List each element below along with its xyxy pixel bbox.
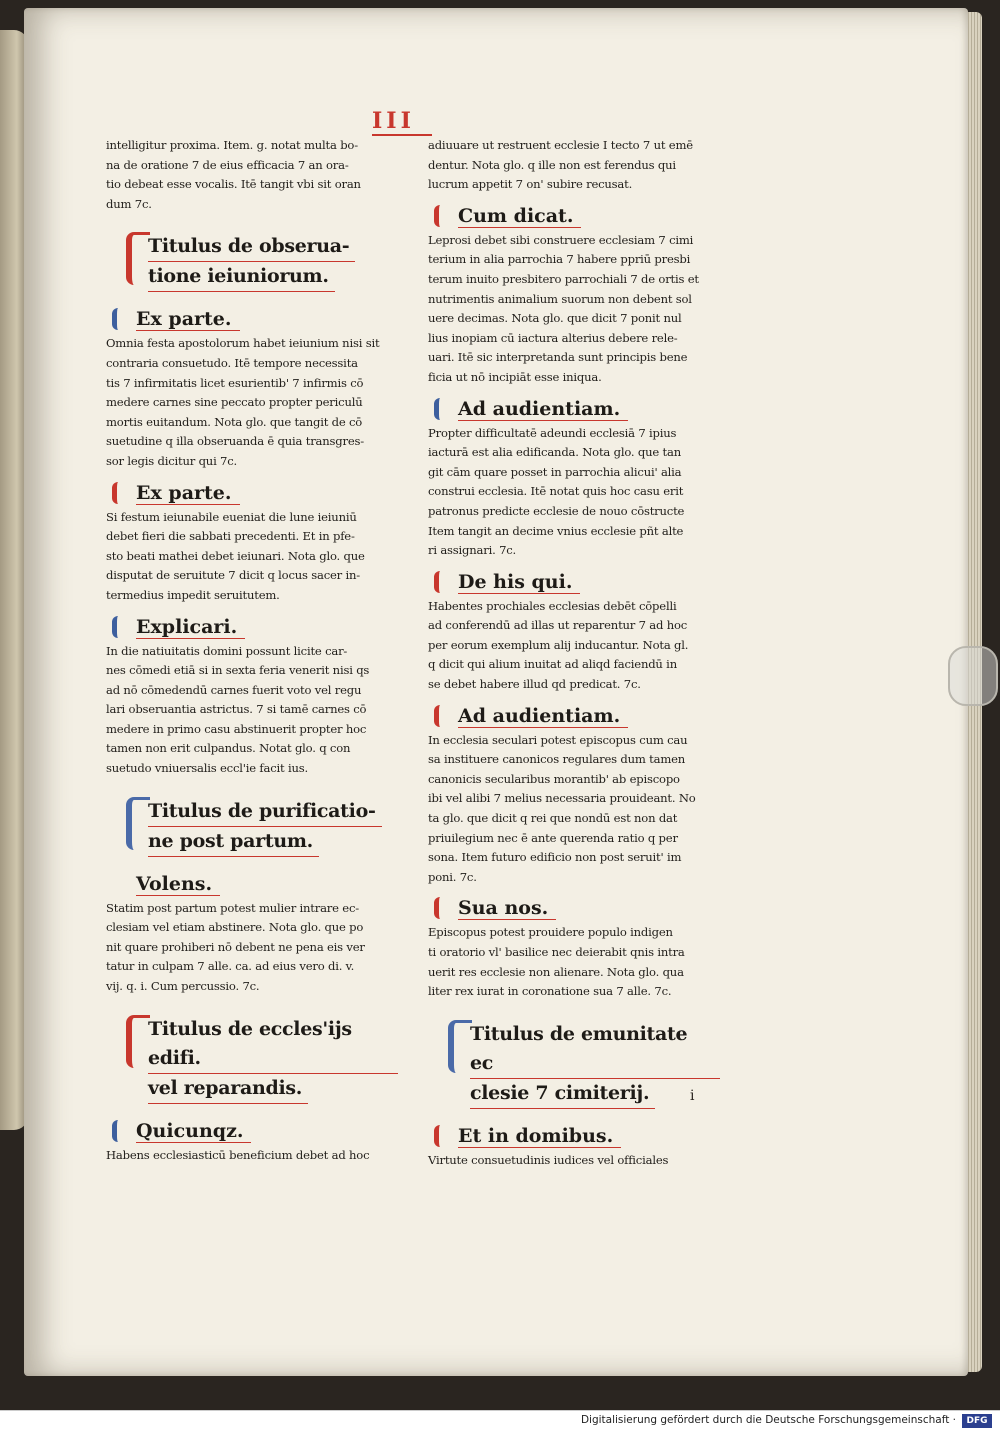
text-line: ibi vel alibi 7 melius necessaria prouideant. No: [428, 791, 696, 806]
section-title-line: Titulus de emunitate ec: [470, 1020, 720, 1079]
footer-bar: [0, 1410, 1000, 1432]
section-title: [428, 1020, 720, 1109]
decorated-initial-icon: [448, 1020, 472, 1073]
text-line: uere decimas. Nota glo. que dicit 7 ponit nul: [428, 311, 682, 326]
text-line: nes cōmedi etiā si in sexta feria venerit nisi qs: [106, 663, 370, 678]
section-title: [106, 797, 398, 857]
paragraph-mark-icon: [112, 308, 131, 330]
text-line: construi ecclesia. Itē notat quis hoc casu erit: [428, 484, 684, 499]
section-title-line: Titulus de purificatio-: [148, 797, 382, 827]
foliation-number: III: [372, 108, 432, 136]
rubric-label: Sua nos.: [458, 897, 556, 920]
text-line: Virtute consuetudinis iudices vel officiales: [428, 1152, 669, 1167]
text-line: In die natiuitatis domini possunt licite car-: [106, 643, 348, 658]
text-line: medere in primo casu abstinuerit propter hoc: [106, 721, 367, 736]
text-line: Episcopus potest prouidere populo indigen: [428, 925, 673, 940]
text-line: uari. Itē sic interpretanda sunt principis bene: [428, 350, 688, 365]
text-line: mortis euitandum. Nota glo. que tangit de cō: [106, 414, 363, 429]
text-line: per eorum exemplum alij inducantur. Nota gl.: [428, 637, 689, 652]
text-line: ti oratorio vl' basilice nec deierabit qnis intra: [428, 945, 685, 959]
text-line: tatur in culpam 7 alle. ca. ad eius vero di. v.: [106, 959, 355, 974]
paragraph-mark-icon: [434, 705, 453, 727]
text-line: tio debeat esse vocalis. Itē tangit vbi sit oran: [106, 177, 361, 192]
section-title-line: Titulus de eccles'ijs edifi.: [148, 1015, 398, 1074]
section-title: [106, 1015, 398, 1104]
paragraph-mark-icon: [112, 616, 131, 638]
text-line: Si festum ieiunabile eueniat die lune ieiuniū: [106, 509, 357, 524]
rubric-heading: [428, 569, 720, 595]
text-line: vij. q. i. Cum percussio. 7c.: [106, 979, 260, 994]
text-line: se debet habere illud qd predicat. 7c.: [428, 677, 641, 692]
decorated-initial-icon: [126, 1015, 150, 1068]
rubric-label: De his qui.: [458, 571, 580, 594]
text-line: Propter difficultatē adeundi ecclesiā 7 ipius: [428, 425, 677, 440]
text-line: ri assignari. 7c.: [428, 543, 517, 558]
paragraph-mark-icon: [434, 897, 453, 919]
rubric-label: Volens.: [136, 873, 220, 896]
text-line: debet fieri die sabbati precedenti. Et in pfe-: [106, 529, 355, 544]
rubric-label: Ex parte.: [136, 482, 240, 505]
text-line: Leprosi debet sibi construere ecclesiam 7 cimi: [428, 232, 694, 247]
section-title: [106, 232, 398, 292]
text-line: priuilegium nec ē ante querenda ratio q per: [428, 830, 678, 845]
section-title-line: Titulus de obserua-: [148, 232, 355, 262]
rubric-label: Et in domibus.: [458, 1125, 621, 1148]
text-line: patronus predicte ecclesie de nouo cōstructe: [428, 503, 685, 518]
text-line: sona. Item futuro edificio non post seruit' im: [428, 850, 682, 865]
text-line: ta glo. que dicit q rei que nondū est non dat: [428, 811, 678, 826]
text-line: iacturā est alia edificanda. Nota glo. que tan: [428, 445, 681, 460]
text-line: ad nō cōmedendū carnes fuerit voto vel regu: [106, 682, 362, 697]
text-line: Habens ecclesiasticū beneficium debet ad hoc: [106, 1147, 370, 1162]
text-line: git cām quare posset in parrochia alicui' alia: [428, 464, 682, 479]
text-line: liter rex iurat in coronatione sua 7 alle. 7c.: [428, 984, 672, 999]
text-line: sor legis dicitur qui 7c.: [106, 453, 238, 468]
text-line: nutrimentis animalium suorum non debent sol: [428, 291, 692, 306]
rubric-heading: [428, 1123, 720, 1149]
signature-mark: i: [690, 1088, 695, 1104]
text-line: lucrum appetit 7 on' subire recusat.: [428, 177, 633, 192]
section-title-line: ne post partum.: [148, 827, 319, 857]
text-line: adiuuare ut restruent ecclesie I tecto 7 ut emē: [428, 138, 693, 152]
text-line: contraria consuetudo. Itē tempore necessita: [106, 355, 358, 370]
text-line: disputat de seruitute 7 dicit q locus sacer in-: [106, 568, 360, 583]
paragraph-mark-icon: [434, 205, 453, 227]
rubric-heading: [106, 614, 398, 640]
paragraph-mark-icon: [434, 571, 453, 593]
text-line: nit quare prohiberi nō debent ne pena eis ver: [106, 939, 365, 954]
text-line: sto beati mathei debet ieiunari. Nota glo. que: [106, 548, 365, 563]
right-column: [428, 136, 720, 1170]
rubric-label: Quicunqz.: [136, 1120, 251, 1143]
rubric-heading: [106, 480, 398, 506]
text-line: poni. 7c.: [428, 869, 477, 884]
section-title-line: vel reparandis.: [148, 1074, 308, 1104]
paragraph-mark-icon: [112, 1120, 131, 1142]
rubric-heading: [428, 396, 720, 422]
rubric-label: Ex parte.: [136, 308, 240, 331]
text-line: termedius impedit seruitutem.: [106, 587, 280, 602]
text-line: terum inuito presbitero parrochiali 7 de ortis et: [428, 271, 699, 286]
text-line: tis 7 infirmitatis licet esurientib' 7 infirmis cō: [106, 375, 364, 390]
paragraph-mark-icon: [434, 398, 453, 420]
text-line: tamen non erit culpandus. Notat glo. q con: [106, 741, 351, 756]
left-column: [106, 136, 398, 1165]
text-line: Statim post partum potest mulier intrare ec-: [106, 900, 359, 915]
text-line: intelligitur proxima. Item. g. notat multa bo-: [106, 138, 358, 152]
text-line: Item tangit an decime vnius ecclesie pñt alte: [428, 523, 684, 538]
text-line: dum 7c.: [106, 196, 152, 211]
page-clip: [948, 646, 998, 706]
text-line: In ecclesia seculari potest episcopus cum cau: [428, 732, 688, 747]
text-line: q dicit qui alium inuitat ad aliqd faciendū in: [428, 657, 677, 672]
text-line: lius inopiam cū iactura alterius debere rele-: [428, 330, 678, 345]
text-line: uerit res ecclesie non alienare. Nota glo. qua: [428, 964, 684, 979]
text-line: suetudine q illa obseruanda ē quia transgres-: [106, 434, 364, 449]
rubric-label: Cum dicat.: [458, 205, 581, 228]
text-line: canonicis secularibus morantib' ab episcopo: [428, 771, 680, 786]
text-line: na de oratione 7 de eius efficacia 7 an ora-: [106, 157, 349, 172]
text-line: lari obseruantia astrictus. 7 si tamē carnes cō: [106, 702, 367, 717]
section-title-line: clesie 7 cimiterij.: [470, 1079, 655, 1109]
rubric-heading: [428, 895, 720, 921]
text-line: Omnia festa apostolorum habet ieiunium nisi sit: [106, 336, 380, 351]
text-line: medere carnes sine peccato propter periculū: [106, 395, 363, 410]
text-line: suetudo vniuersalis eccl'ie facit ius.: [106, 761, 308, 776]
paragraph-mark-icon: [434, 1125, 453, 1147]
rubric-heading: [428, 203, 720, 229]
rubric-heading: [106, 306, 398, 332]
rubric-label: Ad audientiam.: [458, 398, 628, 421]
rubric-heading: [106, 1118, 398, 1144]
text-line: Habentes prochiales ecclesias debēt cōpelli: [428, 598, 677, 613]
footer-credit: Digitalisierung gefördert durch die Deutsche Forschungsgemeinschaft ·: [580, 1414, 956, 1426]
text-line: ficia ut nō incipiāt esse iniqua.: [428, 369, 602, 384]
rubric-label: Ad audientiam.: [458, 705, 628, 728]
dfg-logo: DFG: [962, 1414, 992, 1428]
text-line: ad conferendū ad illas ut reparentur 7 ad hoc: [428, 618, 688, 633]
rubric-label: Explicari.: [136, 616, 245, 639]
decorated-initial-icon: [126, 797, 150, 850]
text-line: clesiam vel etiam abstinere. Nota glo. que po: [106, 920, 364, 935]
text-line: terium in alia parrochia 7 habere ppriū presbi: [428, 252, 691, 267]
paragraph-mark-icon: [112, 482, 131, 504]
rubric-heading: [106, 871, 398, 897]
text-line: sa instituere canonicos regulares dum tamen: [428, 752, 686, 767]
text-line: dentur. Nota glo. q ille non est ferendus qui: [428, 157, 676, 172]
decorated-initial-icon: [126, 232, 150, 285]
section-title-line: tione ieiuniorum.: [148, 262, 335, 292]
rubric-heading: [428, 703, 720, 729]
